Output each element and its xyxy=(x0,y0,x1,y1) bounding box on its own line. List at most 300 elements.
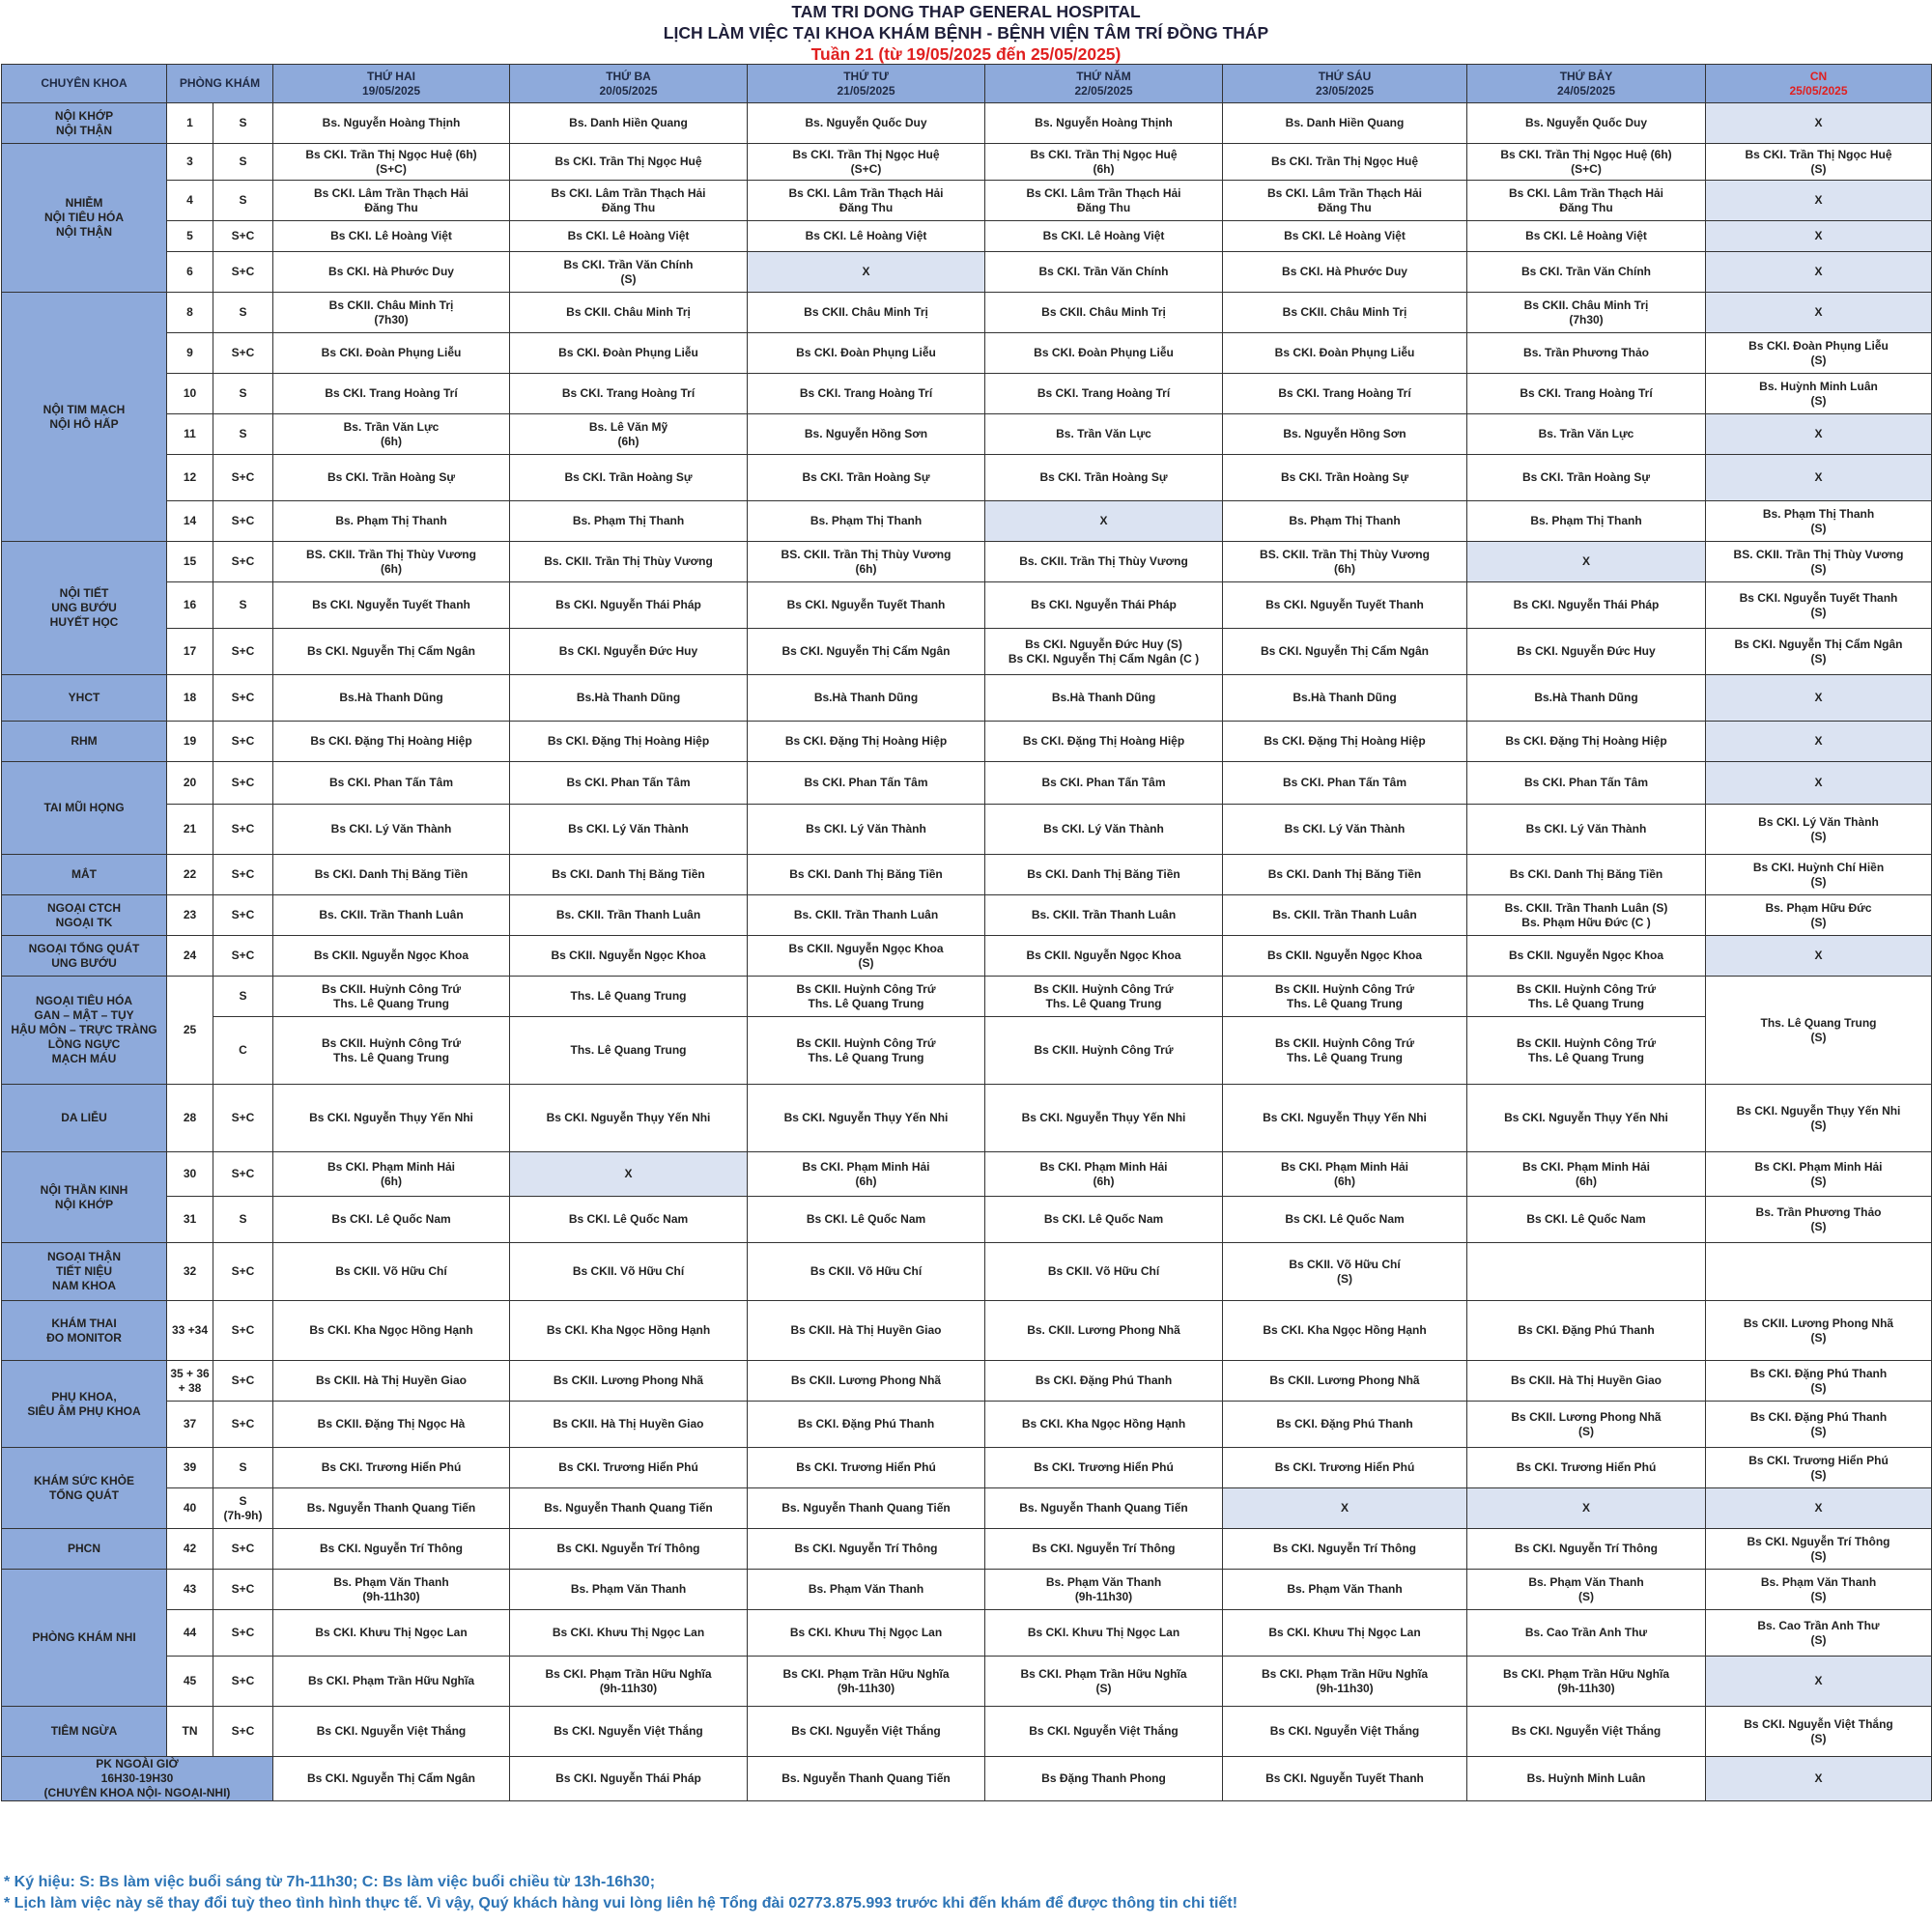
doctor-cell: Bs. Danh Hiền Quang xyxy=(1223,103,1467,144)
doctor-cell: Bs CKI. Phạm Minh Hải (6h) xyxy=(748,1152,985,1197)
doctor-cell: Bs CKI. Trần Hoàng Sự xyxy=(1223,455,1467,501)
doctor-cell: Bs CKI. Lý Văn Thành xyxy=(1223,805,1467,855)
doctor-cell: Bs CKI. Kha Ngọc Hồng Hạnh xyxy=(985,1402,1223,1448)
doctor-cell: Bs CKI. Nguyễn Việt Thắng xyxy=(985,1707,1223,1757)
doctor-cell: Bs CKII. Nguyễn Ngọc Khoa xyxy=(1467,936,1706,977)
doctor-cell: Bs CKI. Lê Hoàng Việt xyxy=(985,221,1223,252)
doctor-cell: Bs CKI. Khưu Thị Ngọc Lan xyxy=(985,1610,1223,1657)
schedule-table xyxy=(1,64,1932,1801)
doctor-cell: Bs. Nguyễn Quốc Duy xyxy=(748,103,985,144)
doctor-cell: Bs CKI. Đặng Thị Hoàng Hiệp xyxy=(985,722,1223,762)
room-number: 19 xyxy=(167,722,213,762)
sunday-cell: Bs CKI. Nguyễn Thụy Yến Nhi (S) xyxy=(1706,1085,1932,1152)
session-code: S xyxy=(213,181,273,221)
doctor-cell: Bs CKI. Danh Thị Băng Tiền xyxy=(985,855,1223,895)
sunday-cell: Bs CKI. Huỳnh Chí Hiền (S) xyxy=(1706,855,1932,895)
table-row xyxy=(2,414,1932,455)
sunday-cell: X xyxy=(1706,1657,1932,1707)
specialty-cell: TIÊM NGỪA xyxy=(2,1707,167,1757)
sunday-cell: Bs. Cao Trần Anh Thư (S) xyxy=(1706,1610,1932,1657)
doctor-cell: Bs CKI. Đoàn Phụng Liễu xyxy=(510,333,748,374)
doctor-cell: Bs CKII. Võ Hữu Chí xyxy=(510,1243,748,1301)
doctor-cell: BS. CKII. Trần Thị Thùy Vương (6h) xyxy=(1223,542,1467,582)
doctor-cell: Bs CKI. Trần Văn Chính xyxy=(1467,252,1706,293)
doctor-cell: Bs CKII. Huỳnh Công Trứ Ths. Lê Quang Trung xyxy=(1467,1017,1706,1085)
doctor-cell: Bs CKII. Hà Thị Huyền Giao xyxy=(1467,1361,1706,1402)
doctor-cell: Bs. CKII. Trần Thanh Luân xyxy=(985,895,1223,936)
doctor-cell: Bs CKI. Trần Thị Ngọc Huệ (S+C) xyxy=(748,144,985,181)
sunday-cell: Bs CKI. Đoàn Phụng Liễu (S) xyxy=(1706,333,1932,374)
session-code: S+C xyxy=(213,895,273,936)
room-number: TN xyxy=(167,1707,213,1757)
room-number: 16 xyxy=(167,582,213,629)
room-number: 21 xyxy=(167,805,213,855)
doctor-cell: Bs. CKII. Lương Phong Nhã xyxy=(985,1301,1223,1361)
doctor-cell: Bs CKI. Phan Tấn Tâm xyxy=(273,762,510,805)
doctor-cell: Bs CKI. Lê Quốc Nam xyxy=(1467,1197,1706,1243)
doctor-cell: Bs Đặng Thanh Phong xyxy=(985,1757,1223,1801)
session-code: S+C xyxy=(213,1085,273,1152)
session-code: S+C xyxy=(213,221,273,252)
doctor-cell: Bs CKI. Lê Quốc Nam xyxy=(985,1197,1223,1243)
session-code: S+C xyxy=(213,501,273,542)
doctor-cell: Bs CKII. Nguyễn Ngọc Khoa xyxy=(273,936,510,977)
doctor-cell: Bs. Phạm Thị Thanh xyxy=(1223,501,1467,542)
table-row xyxy=(2,1707,1932,1757)
table-row xyxy=(2,675,1932,722)
session-code: C xyxy=(213,1017,273,1085)
doctor-cell: Bs CKI. Nguyễn Đức Huy xyxy=(510,629,748,675)
doctor-cell: Bs CKI. Lê Quốc Nam xyxy=(273,1197,510,1243)
doctor-cell: Bs CKI. Nguyễn Trí Thông xyxy=(273,1529,510,1570)
doctor-cell: Bs CKI. Lý Văn Thành xyxy=(273,805,510,855)
doctor-cell: Bs CKI. Phan Tấn Tâm xyxy=(985,762,1223,805)
doctor-cell: Bs CKII. Võ Hữu Chí xyxy=(273,1243,510,1301)
sunday-cell: Bs CKI. Nguyễn Tuyết Thanh (S) xyxy=(1706,582,1932,629)
sunday-cell: X xyxy=(1706,1757,1932,1801)
doctor-cell: Bs. Nguyễn Thanh Quang Tiến xyxy=(748,1488,985,1529)
doctor-cell: Bs CKI. Nguyễn Thị Cẩm Ngân xyxy=(273,629,510,675)
sunday-cell xyxy=(1706,1243,1932,1301)
doctor-cell: Bs CKI. Nguyễn Tuyết Thanh xyxy=(1223,582,1467,629)
room-number: 8 xyxy=(167,293,213,333)
page-header xyxy=(0,0,1932,64)
room-number: 10 xyxy=(167,374,213,414)
doctor-cell: Bs CKI. Trần Hoàng Sự xyxy=(273,455,510,501)
sunday-cell: X xyxy=(1706,252,1932,293)
room-number: 11 xyxy=(167,414,213,455)
doctor-cell: Bs CKI. Lý Văn Thành xyxy=(985,805,1223,855)
room-number: 44 xyxy=(167,1610,213,1657)
doctor-cell: Bs CKI. Lâm Trần Thạch Hải Đăng Thu xyxy=(510,181,748,221)
doctor-cell: Bs CKII. Lương Phong Nhã xyxy=(1223,1361,1467,1402)
table-row xyxy=(2,582,1932,629)
table-row xyxy=(2,374,1932,414)
doctor-cell: Bs CKII. Châu Minh Trị (7h30) xyxy=(273,293,510,333)
doctor-cell: Bs. Nguyễn Hồng Sơn xyxy=(1223,414,1467,455)
doctor-cell: Bs CKII. Nguyễn Ngọc Khoa xyxy=(1223,936,1467,977)
doctor-cell: Bs CKII. Huỳnh Công Trứ Ths. Lê Quang Trung xyxy=(273,977,510,1017)
doctor-cell: Bs CKII. Huỳnh Công Trứ Ths. Lê Quang Trung xyxy=(748,977,985,1017)
doctor-cell: Bs CKI. Đoàn Phụng Liễu xyxy=(273,333,510,374)
doctor-cell: Bs CKI. Nguyễn Tuyết Thanh xyxy=(1223,1757,1467,1801)
doctor-cell: Bs CKI. Phạm Trần Hữu Nghĩa xyxy=(273,1657,510,1707)
session-code: S+C xyxy=(213,333,273,374)
doctor-cell: Bs CKI. Nguyễn Việt Thắng xyxy=(273,1707,510,1757)
doctor-cell xyxy=(1467,1243,1706,1301)
table-row xyxy=(2,333,1932,374)
doctor-cell: Bs. Trần Văn Lực (6h) xyxy=(273,414,510,455)
session-code: S+C xyxy=(213,542,273,582)
specialty-cell: PHỤ KHOA, SIÊU ÂM PHỤ KHOA xyxy=(2,1361,167,1448)
doctor-cell: Ths. Lê Quang Trung xyxy=(510,1017,748,1085)
doctor-cell: Bs. Phạm Thị Thanh xyxy=(510,501,748,542)
table-row xyxy=(2,1570,1932,1610)
doctor-cell: Bs CKII. Huỳnh Công Trứ Ths. Lê Quang Trung xyxy=(1467,977,1706,1017)
table-row xyxy=(2,936,1932,977)
doctor-cell: Bs CKI. Trương Hiển Phú xyxy=(1467,1448,1706,1488)
doctor-cell: Bs CKI. Lâm Trần Thạch Hải Đăng Thu xyxy=(985,181,1223,221)
doctor-cell: Bs CKI. Lê Quốc Nam xyxy=(748,1197,985,1243)
doctor-cell: Bs. Nguyễn Quốc Duy xyxy=(1467,103,1706,144)
session-code: S+C xyxy=(213,629,273,675)
schedule-title: LỊCH LÀM VIỆC TẠI KHOA KHÁM BỆNH - BỆNH VIỆN TÂM TRÍ ĐỒNG THÁP xyxy=(663,23,1269,42)
session-code: S+C xyxy=(213,1152,273,1197)
table-row xyxy=(2,1657,1932,1707)
room-number: 28 xyxy=(167,1085,213,1152)
table-row xyxy=(2,1152,1932,1197)
doctor-cell: Bs CKII. Hà Thị Huyền Giao xyxy=(273,1361,510,1402)
room-number: 32 xyxy=(167,1243,213,1301)
room-number: 12 xyxy=(167,455,213,501)
doctor-cell: Bs CKI. Lê Hoàng Việt xyxy=(273,221,510,252)
sunday-cell: Bs CKI. Lý Văn Thành (S) xyxy=(1706,805,1932,855)
doctor-cell: Bs CKI. Lê Hoàng Việt xyxy=(1467,221,1706,252)
table-row xyxy=(2,103,1932,144)
doctor-cell: Bs CKI. Nguyễn Thụy Yến Nhi xyxy=(748,1085,985,1152)
doctor-cell: Bs. Phạm Văn Thanh xyxy=(748,1570,985,1610)
table-row xyxy=(2,144,1932,181)
table-row xyxy=(2,1529,1932,1570)
doctor-cell: Bs CKI. Trần Hoàng Sự xyxy=(985,455,1223,501)
doctor-cell: Bs CKI. Trần Thị Ngọc Huệ (6h) (S+C) xyxy=(1467,144,1706,181)
doctor-cell: Bs. Huỳnh Minh Luân xyxy=(1467,1757,1706,1801)
doctor-cell: Bs CKI. Phan Tấn Tâm xyxy=(1223,762,1467,805)
sunday-cell: BS. CKII. Trần Thị Thùy Vương (S) xyxy=(1706,542,1932,582)
doctor-cell: Bs CKI. Danh Thị Băng Tiền xyxy=(510,855,748,895)
doctor-cell: Bs CKI. Nguyễn Thụy Yến Nhi xyxy=(510,1085,748,1152)
session-code: S+C xyxy=(213,936,273,977)
doctor-cell: Bs. Nguyễn Thanh Quang Tiến xyxy=(510,1488,748,1529)
doctor-cell: Bs.Hà Thanh Dũng xyxy=(748,675,985,722)
doctor-cell: Bs CKI. Danh Thị Băng Tiền xyxy=(748,855,985,895)
room-number: 30 xyxy=(167,1152,213,1197)
sunday-cell: X xyxy=(1706,181,1932,221)
doctor-cell: Bs CKI. Khưu Thị Ngọc Lan xyxy=(1223,1610,1467,1657)
specialty-cell: NGOẠI TIÊU HÓA GAN – MẬT – TỤY HẬU MÔN – TRỰC TRÀNG LỒNG NGỰC MẠCH MÁU xyxy=(2,977,167,1085)
doctor-cell: Bs. Cao Trần Anh Thư xyxy=(1467,1610,1706,1657)
table-row xyxy=(2,181,1932,221)
table-row xyxy=(2,977,1932,1017)
doctor-cell: Bs CKI. Danh Thị Băng Tiền xyxy=(1467,855,1706,895)
doctor-cell: Bs CKI. Nguyễn Thụy Yến Nhi xyxy=(1223,1085,1467,1152)
sunday-cell: Bs CKI. Trần Thị Ngọc Huệ (S) xyxy=(1706,144,1932,181)
room-number: 33 +34 xyxy=(167,1301,213,1361)
doctor-cell: Bs CKI. Khưu Thị Ngọc Lan xyxy=(748,1610,985,1657)
doctor-cell: Bs CKII. Huỳnh Công Trứ Ths. Lê Quang Trung xyxy=(748,1017,985,1085)
doctor-cell: Bs CKII. Huỳnh Công Trứ Ths. Lê Quang Trung xyxy=(1223,1017,1467,1085)
doctor-cell: Bs CKII. Châu Minh Trị xyxy=(1223,293,1467,333)
doctor-cell: Bs CKII. Huỳnh Công Trứ Ths. Lê Quang Trung xyxy=(1223,977,1467,1017)
session-code: S xyxy=(213,977,273,1017)
doctor-cell: Bs CKI. Lý Văn Thành xyxy=(510,805,748,855)
session-code: S+C xyxy=(213,1570,273,1610)
sunday-cell: Bs CKI. Đặng Phú Thanh (S) xyxy=(1706,1361,1932,1402)
table-row xyxy=(2,252,1932,293)
sunday-cell: Bs. Phạm Văn Thanh (S) xyxy=(1706,1570,1932,1610)
session-code: S+C xyxy=(213,455,273,501)
doctor-cell: Bs CKI. Phạm Trần Hữu Nghĩa (9h-11h30) xyxy=(1223,1657,1467,1707)
room-number: 18 xyxy=(167,675,213,722)
sunday-cell: Bs CKI. Trương Hiển Phú (S) xyxy=(1706,1448,1932,1488)
doctor-cell: Bs CKI. Phạm Trần Hữu Nghĩa (9h-11h30) xyxy=(1467,1657,1706,1707)
col-day-fri: THỨ SÁU 23/05/2025 xyxy=(1223,65,1467,103)
doctor-cell: Bs. CKII. Trần Thị Thùy Vương xyxy=(510,542,748,582)
table-row xyxy=(2,1448,1932,1488)
session-code: S+C xyxy=(213,1301,273,1361)
doctor-cell: Bs CKII. Hà Thị Huyền Giao xyxy=(510,1402,748,1448)
table-row xyxy=(2,855,1932,895)
doctor-cell: Bs. CKII. Trần Thanh Luân xyxy=(273,895,510,936)
doctor-cell: Bs CKI. Hà Phước Duy xyxy=(273,252,510,293)
doctor-cell: Bs CKI. Nguyễn Thụy Yến Nhi xyxy=(1467,1085,1706,1152)
doctor-cell: Bs CKI. Trang Hoàng Trí xyxy=(985,374,1223,414)
doctor-cell: Bs CKI. Nguyễn Trí Thông xyxy=(1467,1529,1706,1570)
table-row xyxy=(2,1757,1932,1801)
room-number: 25 xyxy=(167,977,213,1085)
specialty-cell: PHCN xyxy=(2,1529,167,1570)
room-number: 31 xyxy=(167,1197,213,1243)
doctor-cell: Bs CKI. Phạm Minh Hải (6h) xyxy=(985,1152,1223,1197)
doctor-cell: Bs CKI. Lê Quốc Nam xyxy=(1223,1197,1467,1243)
table-row xyxy=(2,1488,1932,1529)
doctor-cell: Bs CKII. Châu Minh Trị xyxy=(748,293,985,333)
doctor-cell: Bs CKI. Đặng Thị Hoàng Hiệp xyxy=(748,722,985,762)
session-code: S+C xyxy=(213,722,273,762)
col-specialty: CHUYÊN KHOA xyxy=(2,65,167,103)
specialty-cell: NHIỄM NỘI TIÊU HÓA NỘI THẬN xyxy=(2,144,167,293)
sunday-cell: Bs. Trần Phương Thảo (S) xyxy=(1706,1197,1932,1243)
doctor-cell: Bs CKII. Võ Hữu Chí xyxy=(985,1243,1223,1301)
doctor-cell: Bs CKI. Đặng Thị Hoàng Hiệp xyxy=(1223,722,1467,762)
doctor-cell: Bs. Nguyễn Hoàng Thịnh xyxy=(985,103,1223,144)
sunday-cell: X xyxy=(1706,936,1932,977)
session-code: S xyxy=(213,144,273,181)
doctor-cell: Bs CKI. Đặng Thị Hoàng Hiệp xyxy=(1467,722,1706,762)
doctor-cell: Bs CKII. Huỳnh Công Trứ Ths. Lê Quang Trung xyxy=(273,1017,510,1085)
doctor-cell: Bs. CKII. Trần Thanh Luân xyxy=(748,895,985,936)
doctor-cell: Bs CKI. Lê Hoàng Việt xyxy=(510,221,748,252)
doctor-cell: Bs CKI. Trương Hiển Phú xyxy=(985,1448,1223,1488)
col-day-wed: THỨ TƯ 21/05/2025 xyxy=(748,65,985,103)
doctor-cell: Bs CKI. Nguyễn Thị Cẩm Ngân xyxy=(748,629,985,675)
sunday-cell: X xyxy=(1706,414,1932,455)
sunday-cell: Bs. Huỳnh Minh Luân (S) xyxy=(1706,374,1932,414)
table-row xyxy=(2,629,1932,675)
doctor-cell: Bs. Trần Văn Lực xyxy=(1467,414,1706,455)
doctor-cell: Bs CKI. Nguyễn Trí Thông xyxy=(1223,1529,1467,1570)
col-day-sun: CN 25/05/2025 xyxy=(1706,65,1932,103)
specialty-cell: TAI MŨI HỌNG xyxy=(2,762,167,855)
doctor-cell: Bs. Phạm Thị Thanh xyxy=(748,501,985,542)
doctor-cell: Bs CKI. Kha Ngọc Hồng Hạnh xyxy=(1223,1301,1467,1361)
session-code: S+C xyxy=(213,1243,273,1301)
sunday-cell: X xyxy=(1706,221,1932,252)
specialty-cell: NỘI TIM MẠCH NỘI HÔ HẤP xyxy=(2,293,167,542)
doctor-cell: Bs CKI. Lâm Trần Thạch Hải Đăng Thu xyxy=(273,181,510,221)
doctor-cell: X xyxy=(1223,1488,1467,1529)
doctor-cell: Bs.Hà Thanh Dũng xyxy=(985,675,1223,722)
session-code: S+C xyxy=(213,675,273,722)
sunday-cell: X xyxy=(1706,762,1932,805)
table-row xyxy=(2,293,1932,333)
doctor-cell: Bs CKII. Nguyễn Ngọc Khoa xyxy=(510,936,748,977)
sunday-cell: X xyxy=(1706,103,1932,144)
sunday-cell: X xyxy=(1706,675,1932,722)
doctor-cell: Bs. Nguyễn Hồng Sơn xyxy=(748,414,985,455)
room-number: 43 xyxy=(167,1570,213,1610)
doctor-cell: Bs CKII. Võ Hữu Chí (S) xyxy=(1223,1243,1467,1301)
doctor-cell: Bs CKI. Nguyễn Thái Pháp xyxy=(985,582,1223,629)
table-row xyxy=(2,762,1932,805)
doctor-cell: Bs CKI. Lý Văn Thành xyxy=(1467,805,1706,855)
session-code: S+C xyxy=(213,1707,273,1757)
table-row xyxy=(2,455,1932,501)
doctor-cell: Bs. Nguyễn Hoàng Thịnh xyxy=(273,103,510,144)
contact-note: * Lịch làm việc này sẽ thay đổi tuỳ theo tình hình thực tế. Vì vậy, Quý khách hàng vui lòng liên hệ Tổng đài 02773.875.993 trước khi đến khám để được thông tin chi tiết! xyxy=(4,1895,1238,1912)
sunday-cell: Bs CKI. Nguyễn Thị Cẩm Ngân (S) xyxy=(1706,629,1932,675)
doctor-cell: Bs CKI. Khưu Thị Ngọc Lan xyxy=(510,1610,748,1657)
sunday-cell: Bs. Phạm Thị Thanh (S) xyxy=(1706,501,1932,542)
room-number: 23 xyxy=(167,895,213,936)
room-number: 42 xyxy=(167,1529,213,1570)
doctor-cell: Bs CKI. Nguyễn Trí Thông xyxy=(510,1529,748,1570)
doctor-cell: Bs CKI. Đặng Phú Thanh xyxy=(748,1402,985,1448)
room-number: 3 xyxy=(167,144,213,181)
room-number: 17 xyxy=(167,629,213,675)
doctor-cell: Bs CKII. Lương Phong Nhã (S) xyxy=(1467,1402,1706,1448)
doctor-cell: Bs CKI. Kha Ngọc Hồng Hạnh xyxy=(510,1301,748,1361)
room-number: 37 xyxy=(167,1402,213,1448)
session-code: S+C xyxy=(213,855,273,895)
table-row xyxy=(2,895,1932,936)
hospital-name: TAM TRI DONG THAP GENERAL HOSPITAL xyxy=(791,2,1141,21)
table-row xyxy=(2,1017,1932,1085)
specialty-cell: NỘI TIẾT UNG BƯỚU HUYẾT HỌC xyxy=(2,542,167,675)
doctor-cell: Bs CKI. Trương Hiển Phú xyxy=(748,1448,985,1488)
doctor-cell: Bs CKI. Nguyễn Đức Huy (S) Bs CKI. Nguyễn Thị Cẩm Ngân (C ) xyxy=(985,629,1223,675)
session-code: S+C xyxy=(213,252,273,293)
doctor-cell: Bs CKI. Phạm Minh Hải (6h) xyxy=(1467,1152,1706,1197)
session-code: S xyxy=(213,1197,273,1243)
doctor-cell: Bs CKI. Lâm Trần Thạch Hải Đăng Thu xyxy=(1467,181,1706,221)
doctor-cell: Bs CKI. Lê Hoàng Việt xyxy=(1223,221,1467,252)
session-code: S+C xyxy=(213,1402,273,1448)
table-row xyxy=(2,1361,1932,1402)
session-code: S+C xyxy=(213,762,273,805)
doctor-cell: X xyxy=(1467,1488,1706,1529)
doctor-cell: Bs CKI. Trương Hiển Phú xyxy=(510,1448,748,1488)
session-code: S (7h-9h) xyxy=(213,1488,273,1529)
doctor-cell: Bs CKI. Nguyễn Việt Thắng xyxy=(748,1707,985,1757)
session-code: S xyxy=(213,582,273,629)
session-code: S+C xyxy=(213,1610,273,1657)
specialty-cell: YHCT xyxy=(2,675,167,722)
doctor-cell: Bs. CKII. Trần Thanh Luân xyxy=(510,895,748,936)
doctor-cell: Bs. Trần Văn Lực xyxy=(985,414,1223,455)
session-code: S xyxy=(213,414,273,455)
doctor-cell: Bs CKI. Đoàn Phụng Liễu xyxy=(985,333,1223,374)
doctor-cell: Bs CKI. Nguyễn Thái Pháp xyxy=(510,1757,748,1801)
session-code: S xyxy=(213,293,273,333)
doctor-cell: Bs CKI. Khưu Thị Ngọc Lan xyxy=(273,1610,510,1657)
specialty-cell: MẮT xyxy=(2,855,167,895)
room-number: 4 xyxy=(167,181,213,221)
doctor-cell: Bs CKI. Trần Thị Ngọc Huệ (6h) xyxy=(985,144,1223,181)
doctor-cell: Bs CKI. Lâm Trần Thạch Hải Đăng Thu xyxy=(1223,181,1467,221)
doctor-cell: Bs CKI. Phạm Trần Hữu Nghĩa (9h-11h30) xyxy=(748,1657,985,1707)
doctor-cell: Bs CKI. Đặng Thị Hoàng Hiệp xyxy=(273,722,510,762)
table-row xyxy=(2,1085,1932,1152)
doctor-cell: X xyxy=(1467,542,1706,582)
week-range: Tuần 21 (từ 19/05/2025 đến 25/05/2025) xyxy=(810,44,1122,64)
table-row xyxy=(2,221,1932,252)
doctor-cell: BS. CKII. Trần Thị Thùy Vương (6h) xyxy=(748,542,985,582)
doctor-cell: Bs. Danh Hiền Quang xyxy=(510,103,748,144)
doctor-cell: Bs CKI. Phan Tấn Tâm xyxy=(1467,762,1706,805)
room-number: 45 xyxy=(167,1657,213,1707)
specialty-cell: PK NGOÀI GIỜ 16H30-19H30 (CHUYÊN KHOA NỘI- NGOẠI-NHI) xyxy=(2,1757,273,1801)
doctor-cell: Bs CKI. Lê Quốc Nam xyxy=(510,1197,748,1243)
doctor-cell: Bs. Phạm Văn Thanh xyxy=(1223,1570,1467,1610)
doctor-cell: Bs CKI. Đặng Phú Thanh xyxy=(1223,1402,1467,1448)
room-number: 40 xyxy=(167,1488,213,1529)
doctor-cell: Bs CKI. Trần Hoàng Sự xyxy=(510,455,748,501)
doctor-cell: Bs CKI. Đặng Phú Thanh xyxy=(985,1361,1223,1402)
doctor-cell: Bs. Trần Phương Thảo xyxy=(1467,333,1706,374)
doctor-cell: Bs CKI. Trương Hiển Phú xyxy=(1223,1448,1467,1488)
doctor-cell: Bs CKII. Lương Phong Nhã xyxy=(748,1361,985,1402)
specialty-cell: KHÁM SỨC KHỎE TỔNG QUÁT xyxy=(2,1448,167,1529)
doctor-cell: Bs CKI. Danh Thị Băng Tiền xyxy=(1223,855,1467,895)
doctor-cell: Ths. Lê Quang Trung xyxy=(510,977,748,1017)
col-day-mon: THỨ HAI 19/05/2025 xyxy=(273,65,510,103)
room-number: 9 xyxy=(167,333,213,374)
doctor-cell: Bs. CKII. Trần Thanh Luân xyxy=(1223,895,1467,936)
footer-notes xyxy=(4,1872,1926,1914)
doctor-cell: Bs CKI. Phạm Trần Hữu Nghĩa (S) xyxy=(985,1657,1223,1707)
doctor-cell: Bs. Phạm Thị Thanh xyxy=(1467,501,1706,542)
doctor-cell: Bs CKI. Lâm Trần Thạch Hải Đăng Thu xyxy=(748,181,985,221)
sunday-cell: Bs. Phạm Hữu Đức (S) xyxy=(1706,895,1932,936)
doctor-cell: Bs CKI. Lý Văn Thành xyxy=(748,805,985,855)
table-row xyxy=(2,1243,1932,1301)
doctor-cell: Bs CKI. Trang Hoàng Trí xyxy=(510,374,748,414)
doctor-cell: Bs CKI. Nguyễn Thụy Yến Nhi xyxy=(985,1085,1223,1152)
doctor-cell: BS. CKII. Trần Thị Thùy Vương (6h) xyxy=(273,542,510,582)
doctor-cell: Bs CKI. Trang Hoàng Trí xyxy=(273,374,510,414)
table-row xyxy=(2,1402,1932,1448)
